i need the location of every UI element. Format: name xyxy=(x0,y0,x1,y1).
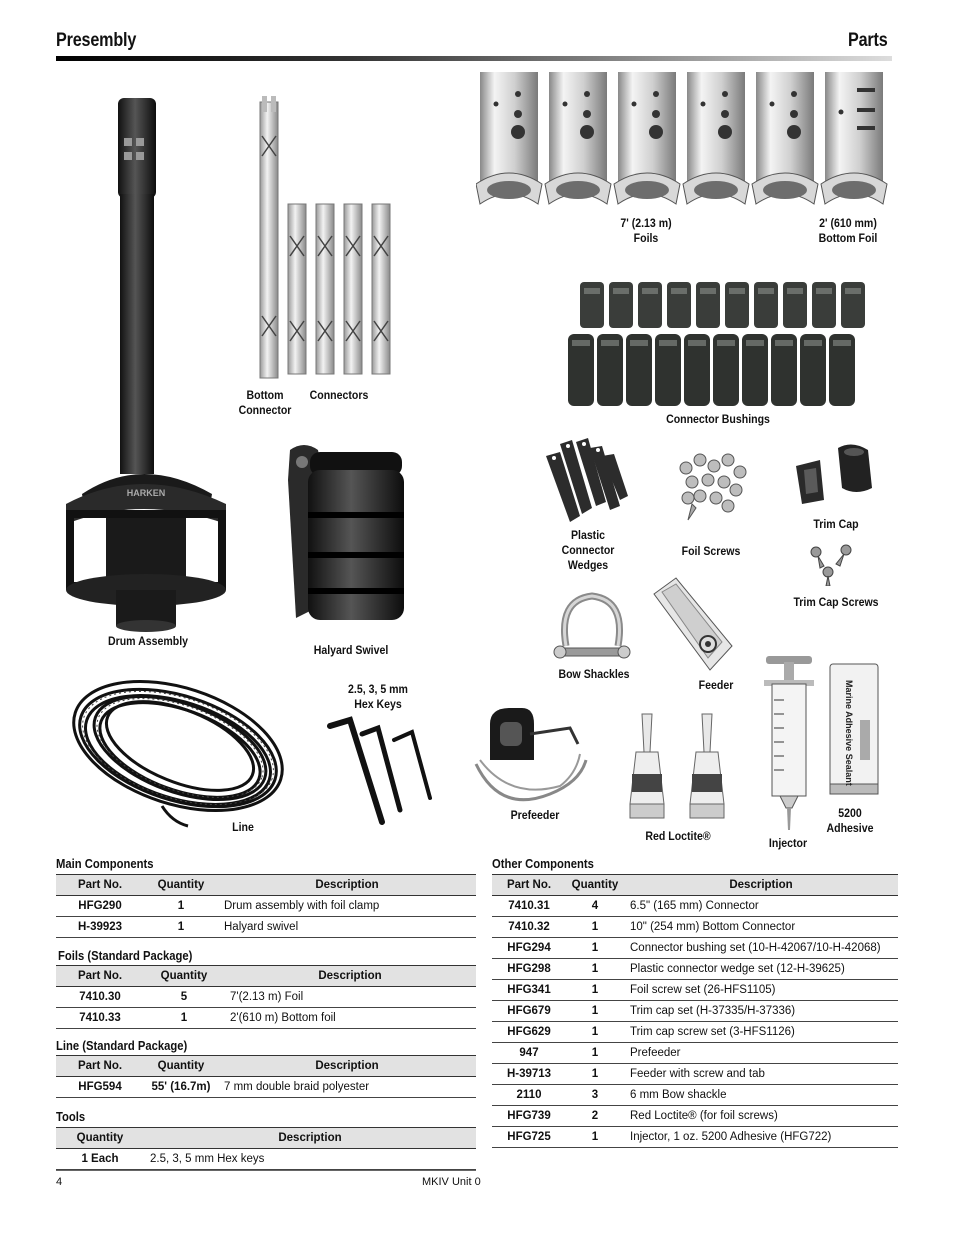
col-description: Description xyxy=(218,1056,476,1077)
part-no: HFG725 xyxy=(492,1127,566,1148)
bottom-foil-caption: 2' (610 mm) Bottom Foil xyxy=(818,216,878,245)
quantity: 1 xyxy=(566,917,624,938)
page-title: Presembly xyxy=(56,30,137,51)
tube-label: Marine Adhesive Sealant xyxy=(844,680,854,786)
description: 10" (254 mm) Bottom Connector xyxy=(624,917,898,938)
hex-keys-image xyxy=(320,714,442,830)
col-part-no: Part No. xyxy=(492,875,566,896)
description: Plastic connector wedge set (12-H-39625) xyxy=(624,959,898,980)
svg-text:HARKEN: HARKEN xyxy=(126,488,166,498)
foils-table xyxy=(56,965,476,1029)
footer-unit: MKIV Unit 0 xyxy=(422,1176,481,1188)
header-rule xyxy=(56,56,892,61)
description: 6 mm Bow shackle xyxy=(624,1085,898,1106)
table-row xyxy=(56,1149,476,1170)
other-components-table xyxy=(492,874,898,1148)
foil-screws-caption: Foil Screws xyxy=(681,544,741,558)
part-no: HFG290 xyxy=(56,896,144,917)
other-components-title: Other Components xyxy=(492,857,594,871)
col-quantity: Quantity xyxy=(144,1056,218,1077)
description: 6.5" (165 mm) Connector xyxy=(624,896,898,917)
table-row xyxy=(492,1106,898,1127)
quantity: 1 xyxy=(566,1022,624,1043)
hex-keys-caption: 2.5, 3, 5 mm Hex Keys xyxy=(348,682,408,711)
description: 2.5, 3, 5 mm Hex keys xyxy=(144,1149,476,1170)
quantity: 1 xyxy=(566,938,624,959)
tools-table xyxy=(56,1127,476,1170)
bottom-connector-caption: Bottom Connector xyxy=(238,388,292,417)
bow-shackles-image xyxy=(552,590,632,664)
tools-title: Tools xyxy=(56,1110,86,1124)
trim-cap-caption: Trim Cap xyxy=(813,517,859,531)
table-row xyxy=(492,1085,898,1106)
col-part-no: Part No. xyxy=(56,1056,144,1077)
description: 7 mm double braid polyester xyxy=(218,1077,476,1098)
part-no: 2110 xyxy=(492,1085,566,1106)
quantity: 1 xyxy=(566,1001,624,1022)
description: Trim cap screw set (3-HFS1126) xyxy=(624,1022,898,1043)
line-title: Line (Standard Package) xyxy=(56,1039,188,1053)
connectors-image xyxy=(248,96,398,386)
description: Feeder with screw and tab xyxy=(624,1064,898,1085)
table-row xyxy=(56,987,476,1008)
quantity: 1 Each xyxy=(56,1149,144,1170)
feeder-image xyxy=(646,574,736,674)
part-no: 7410.33 xyxy=(56,1008,144,1029)
part-no: 7410.30 xyxy=(56,987,144,1008)
col-part-no: Part No. xyxy=(56,966,144,987)
foil-screws-image xyxy=(670,446,754,528)
adhesive-caption: 5200 Adhesive xyxy=(826,806,874,835)
part-no: 947 xyxy=(492,1043,566,1064)
foils-caption: 7' (2.13 m) Foils xyxy=(620,216,672,245)
table-row xyxy=(492,938,898,959)
part-no: HFG341 xyxy=(492,980,566,1001)
table-row xyxy=(56,1008,476,1029)
part-no: HFG739 xyxy=(492,1106,566,1127)
quantity: 1 xyxy=(566,1064,624,1085)
table-row xyxy=(492,1127,898,1148)
red-loctite-caption: Red Loctite® xyxy=(645,829,711,843)
drum-assembly-image xyxy=(62,94,232,634)
connectors-caption: Connectors xyxy=(309,388,369,402)
wedges-image xyxy=(540,436,632,530)
table-row xyxy=(492,1022,898,1043)
line-table xyxy=(56,1055,476,1098)
description: Red Loctite® (for foil screws) xyxy=(624,1106,898,1127)
footer-rule xyxy=(56,1170,476,1171)
foils-title: Foils (Standard Package) xyxy=(58,949,193,963)
adhesive-image xyxy=(824,660,884,802)
main-components-title: Main Components xyxy=(56,857,154,871)
trim-cap-screws-image xyxy=(806,544,860,586)
wedges-caption: Plastic Connector Wedges xyxy=(561,528,615,572)
drum-assembly-caption: Drum Assembly xyxy=(107,634,188,648)
page-section-title: Parts xyxy=(848,30,888,51)
connector-bushings-image xyxy=(566,282,878,410)
foils-image xyxy=(476,72,894,214)
description: 2'(610 m) Bottom foil xyxy=(224,1008,476,1029)
page-number: 4 xyxy=(56,1176,63,1188)
quantity: 1 xyxy=(566,1127,624,1148)
col-quantity: Quantity xyxy=(566,875,624,896)
quantity: 3 xyxy=(566,1085,624,1106)
table-row xyxy=(492,1001,898,1022)
table-row xyxy=(56,1077,476,1098)
col-description: Description xyxy=(224,966,476,987)
quantity: 4 xyxy=(566,896,624,917)
col-description: Description xyxy=(624,875,898,896)
table-row xyxy=(492,959,898,980)
part-no: HFG594 xyxy=(56,1077,144,1098)
description: Connector bushing set (10-H-42067/10-H-42068) xyxy=(624,938,898,959)
description: Halyard swivel xyxy=(218,917,476,938)
halyard-swivel-image xyxy=(284,440,412,638)
quantity: 1 xyxy=(566,959,624,980)
part-no: 7410.32 xyxy=(492,917,566,938)
description: Trim cap set (H-37335/H-37336) xyxy=(624,1001,898,1022)
table-row xyxy=(56,917,476,938)
col-quantity: Quantity xyxy=(56,1128,144,1149)
quantity: 1 xyxy=(144,1008,224,1029)
description: Injector, 1 oz. 5200 Adhesive (HFG722) xyxy=(624,1127,898,1148)
part-no: 7410.31 xyxy=(492,896,566,917)
red-loctite-image xyxy=(622,712,732,824)
col-quantity: Quantity xyxy=(144,875,218,896)
table-row xyxy=(492,980,898,1001)
part-no: HFG629 xyxy=(492,1022,566,1043)
description: Drum assembly with foil clamp xyxy=(218,896,476,917)
description: 7'(2.13 m) Foil xyxy=(224,987,476,1008)
quantity: 55' (16.7m) xyxy=(144,1077,218,1098)
description: Foil screw set (26-HFS1105) xyxy=(624,980,898,1001)
col-part-no: Part No. xyxy=(56,875,144,896)
part-no: HFG298 xyxy=(492,959,566,980)
halyard-swivel-caption: Halyard Swivel xyxy=(313,643,389,657)
main-components-table xyxy=(56,874,476,938)
table-row xyxy=(492,896,898,917)
quantity: 2 xyxy=(566,1106,624,1127)
line-image xyxy=(62,676,294,832)
line-caption: Line xyxy=(232,820,254,834)
trim-cap-image xyxy=(790,440,882,506)
prefeeder-image xyxy=(470,704,592,804)
table-row xyxy=(492,1043,898,1064)
quantity: 1 xyxy=(144,896,218,917)
part-no: HFG679 xyxy=(492,1001,566,1022)
feeder-caption: Feeder xyxy=(698,678,734,692)
quantity: 1 xyxy=(566,980,624,1001)
connector-bushings-caption: Connector Bushings xyxy=(666,412,770,426)
table-row xyxy=(56,896,476,917)
part-no: H-39713 xyxy=(492,1064,566,1085)
trim-cap-screws-caption: Trim Cap Screws xyxy=(793,595,879,609)
table-row xyxy=(492,1064,898,1085)
col-description: Description xyxy=(218,875,476,896)
quantity: 1 xyxy=(144,917,218,938)
bow-shackles-caption: Bow Shackles xyxy=(558,667,630,681)
col-quantity: Quantity xyxy=(144,966,224,987)
part-no: H-39923 xyxy=(56,917,144,938)
quantity: 1 xyxy=(566,1043,624,1064)
injector-caption: Injector xyxy=(768,836,808,850)
part-no: HFG294 xyxy=(492,938,566,959)
table-row xyxy=(492,917,898,938)
injector-image xyxy=(760,654,818,832)
description: Prefeeder xyxy=(624,1043,898,1064)
prefeeder-caption: Prefeeder xyxy=(510,808,560,822)
quantity: 5 xyxy=(144,987,224,1008)
col-description: Description xyxy=(144,1128,476,1149)
